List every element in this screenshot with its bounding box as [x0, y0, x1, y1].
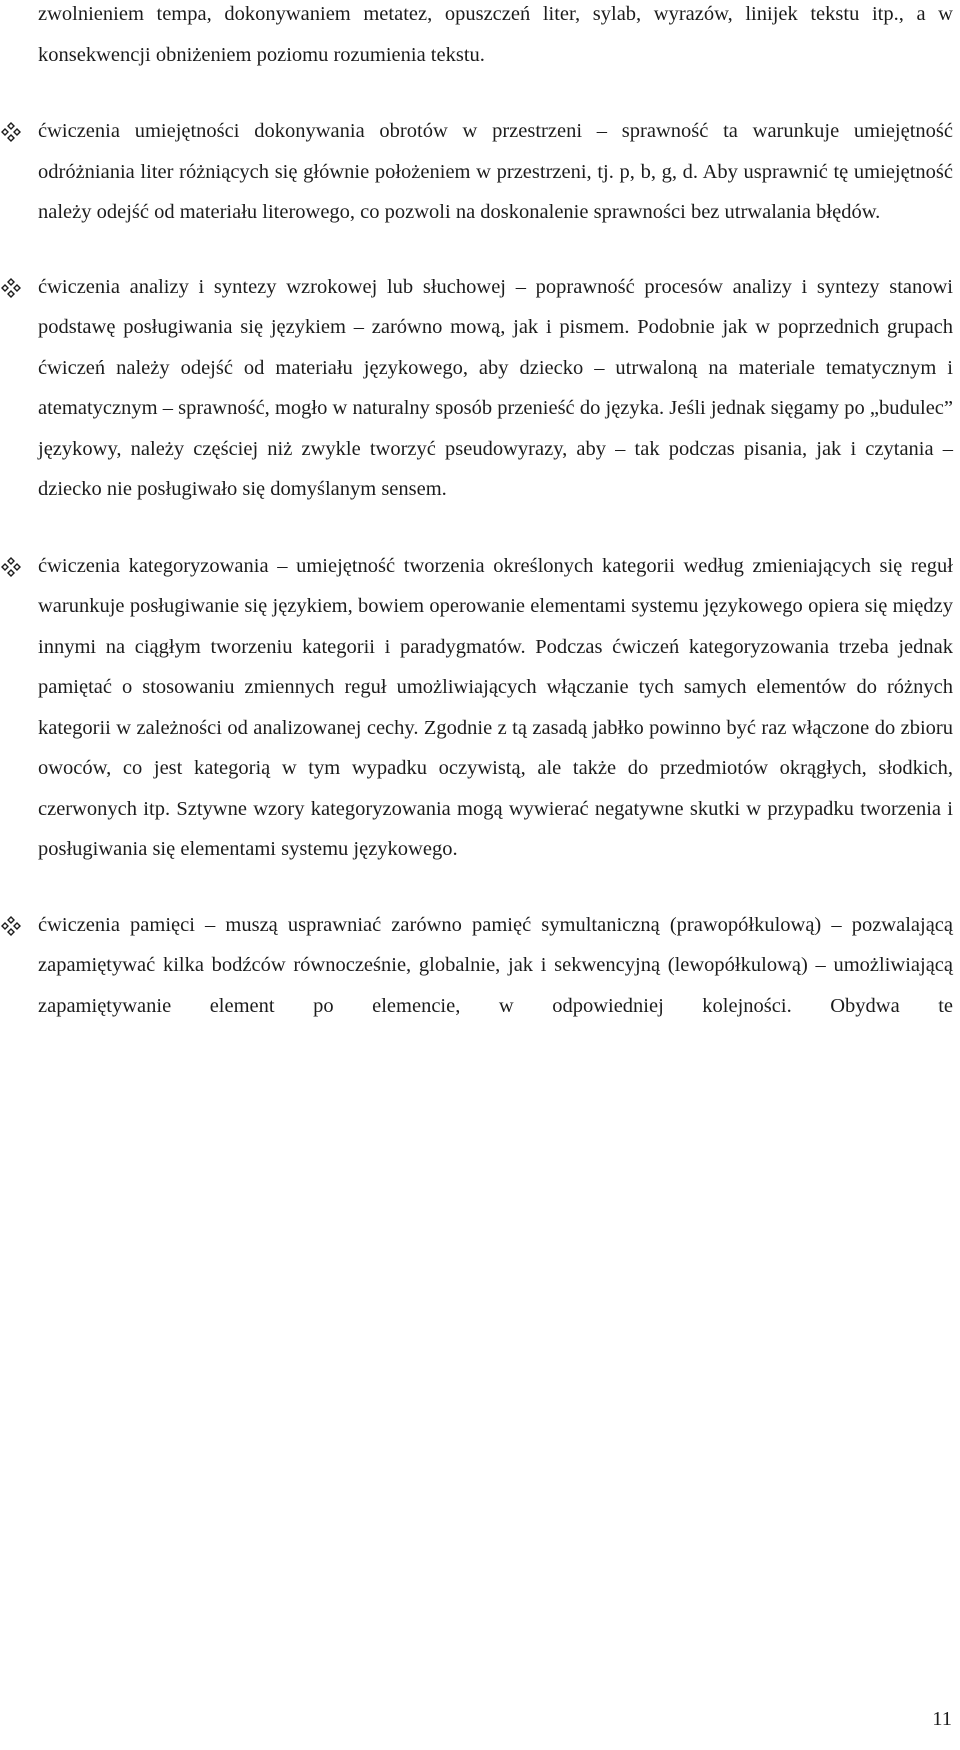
page-number: 11: [932, 1708, 952, 1730]
diamond-bullet-icon: [0, 915, 22, 937]
diamond-bullet-icon: [0, 556, 22, 578]
bullet-text: ćwiczenia analizy i syntezy wzrokowej lub słuchowej – poprawność procesów analizy i syntezy stanowi podstawę posługiwania się językiem – zarówno mową, jak i pismem. Podobnie jak w poprzednich grupach ćwiczeń należy odejść od materiału językowego, aby dziecko – utrwaloną na materiale tematycznym i atematycznym – sprawność, mogło w naturalny sposób przenieść do języka. Jeśli jednak sięgamy po „budulec” językowy, należy częściej niż zwykle tworzyć pseudowyrazy, aby – tak podczas pisania, jak i czytania – dziecko nie posługiwało się domyślanym sensem.: [38, 275, 953, 500]
bullet-item-analysis-synthesis: [38, 267, 953, 510]
bullet-item-categorization: [38, 546, 953, 870]
bullet-text: ćwiczenia kategoryzowania – umiejętność tworzenia określonych kategorii według zmieniających się reguł warunkuje posługiwanie się językiem, bowiem operowanie elementami systemu językowego opiera się między innymi na ciągłym tworzeniu kategorii i paradygmatów. Podczas ćwiczeń kategoryzowania trzeba jednak pamiętać o stosowaniu zmiennych reguł umożliwiających włączanie tych samych elementów do różnych kategorii w zależności od analizowanej cechy. Zgodnie z tą zasadą jabłko powinno być raz włączone do zbioru owoców, co jest kategorią w tym wypadku oczywistą, ale także do przedmiotów okrągłych, słodkich, czerwonych itp. Sztywne wzory kategoryzowania mogą wywierać negatywne skutki w przypadku tworzenia i posługiwania się elementami systemu językowego.: [38, 554, 953, 860]
document-page: [38, 0, 953, 1026]
intro-continuation-paragraph: zwolnieniem tempa, dokonywaniem metatez, opuszczeń liter, sylab, wyrazów, linijek tekstu itp., a w konsekwencji obniżeniem poziomu rozumienia tekstu.: [38, 3, 953, 66]
diamond-bullet-icon: [0, 121, 22, 143]
diamond-bullet-icon: [0, 277, 22, 299]
bullet-item-memory: [38, 905, 953, 1027]
bullet-text: ćwiczenia umiejętności dokonywania obrotów w przestrzeni – sprawność ta warunkuje umiejętność odróżniania liter różniących się głównie położeniem w przestrzeni, tj. p, b, g, d. Aby usprawnić tę umiejętność należy odejść od materiału literowego, co pozwoli na doskonalenie sprawności bez utrwalania błędów.: [38, 120, 953, 223]
bullet-item-rotation: [38, 111, 953, 233]
bullet-text: ćwiczenia pamięci – muszą usprawniać zarówno pamięć symultaniczną (prawopółkulową) – pozwalającą zapamiętywać kilka bodźców równocześnie, globalnie, jak i sekwencyjną (lewopółkulową) – umożliwiającą zapamiętywanie element po elemencie, w odpowiedniej kolejności. Obydwa te: [38, 913, 953, 1017]
